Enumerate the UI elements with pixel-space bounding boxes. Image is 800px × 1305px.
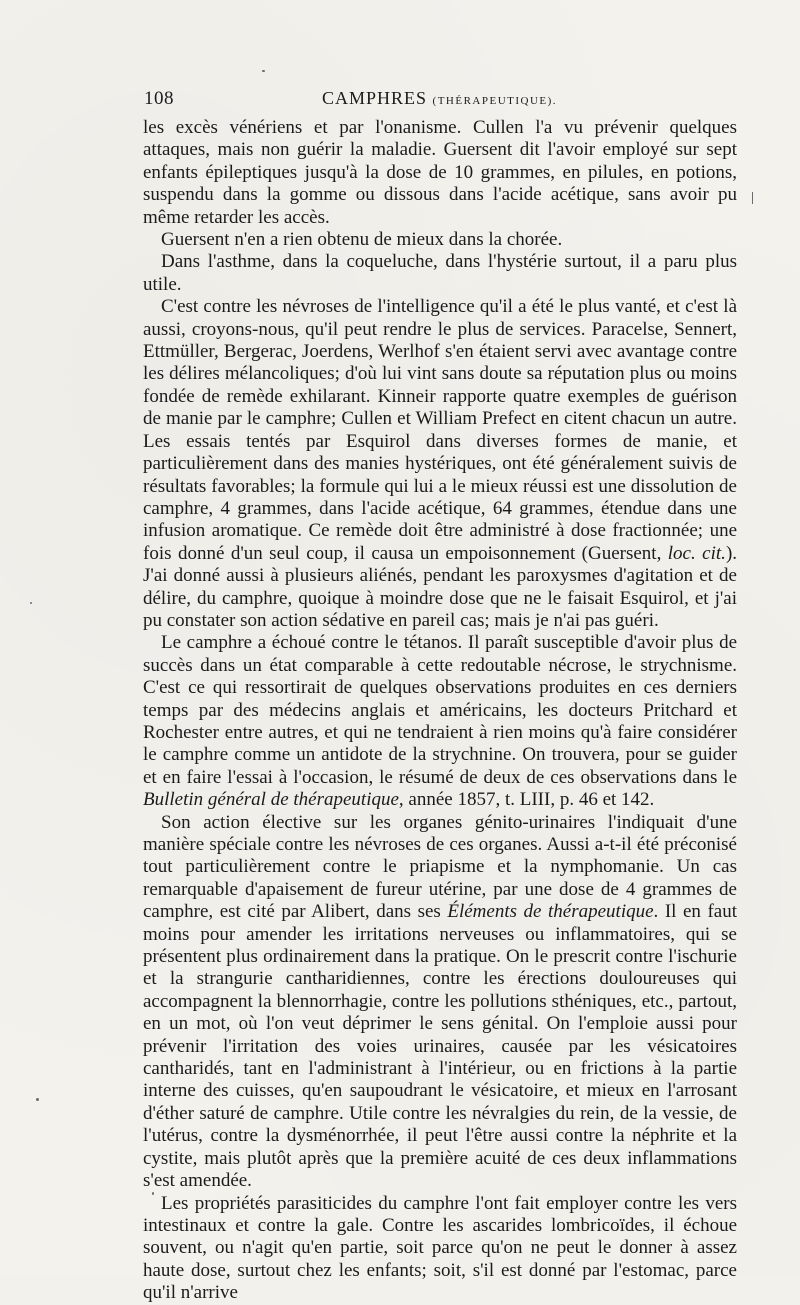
- paragraph-4: [143, 296, 737, 632]
- running-title: [322, 88, 557, 109]
- paragraph-6-end: . Il en faut moins pour amender les irritations nerveuses ou inflammatoires, qui se présentent plus ordinairement dans la pratique. On le prescrit contre l'ischurie et la strangurie cantharidiennes, contre les érections douloureuses qui accompagnent la blennorrhagie, contre les pollutions sthéniques, etc., partout, en un mot, où l'on veut déprimer le sens génital. On l'emploie aussi pour prévenir l'irritation des voies urinaires, causée par les vésicatoires cantharidés, tant en l'administrant à l'intérieur, ou en frictions à la partie interne des cuisses, qu'en saupoudrant le vésicatoire, et mieux en l'arrosant d'éther saturé de camphre. Utile contre les névralgies du rein, de la vessie, de l'utérus, contre la dysménorrhée, il peut l'être aussi contre la néphrite et la cystite, mais plutôt après que la première acuité de ces deux inflammations s'est amendée.: [143, 901, 738, 1192]
- scan-speck: [152, 1192, 154, 1195]
- paragraph-5-text: Le camphre a échoué contre le tétanos. Il paraît susceptible d'avoir plus de succès dans un état comparable à cette redoutable nécrose, le strychnisme. C'est ce qui ressortirait de quelques observations produites en ces derniers temps par des médecins anglais et américains, les docteurs Pritchard et Rochester entre autres, et qui ne tendraient à rien moins qu'à faire considérer le camphre comme un antidote de la strychnine. On trouvera, pour se guider et en faire l'essai à l'occasion, le résumé de deux de ces observations dans le: [143, 632, 737, 788]
- scan-speck: [36, 1098, 39, 1101]
- scan-speck: [752, 192, 753, 204]
- running-title-sub: (THÉRAPEUTIQUE).: [432, 95, 558, 107]
- scan-speck: [262, 70, 265, 72]
- body-text: [143, 117, 737, 1305]
- paragraph-4-italic: loc. cit.: [667, 542, 726, 564]
- paragraph-6: [143, 812, 737, 1193]
- paragraph-6-text: Son action élective sur les organes génito-urinaires l'indiquait d'une manière spéciale contre les névroses de ces organes. Aussi a-t-il été préconisé tout particulièrement contre le priapisme et la nymphomanie. Un cas remarquable d'apaisement de fureur utérine, par une dose de 4 grammes de camphre, est cité par Alibert, dans ses: [143, 811, 737, 923]
- scan-speck: [30, 602, 32, 604]
- running-title-main: CAMPHRES: [322, 88, 428, 108]
- paragraph-6-italic: Éléments de thérapeutique: [447, 901, 654, 923]
- paragraph-4-end: ). J'ai donné aussi à plusieurs aliénés, pendant les paroxysmes d'agitation et de délire, du camphre, quoique à moindre dose que ne le faisait Esquirol, et j'ai pu constater son action sédative en pareil cas; mais je n'ai pas guéri.: [143, 542, 738, 631]
- paragraph-4-text: C'est contre les névroses de l'intelligence qu'il a été le plus vanté, et c'est là aussi, croyons-nous, qu'il peut rendre le plus de services. Paracelse, Sennert, Ettmüller, Bergerac, Joerdens, Werlhof s'en étaient servi avec avantage contre les délires mélancoliques; d'où lui vint sans doute sa réputation plus ou moins fondée de remède exhilarant. Kinneir rapporte quatre exemples de guérison de manie par le camphre; Cullen et William Prefect en citent chacun un autre. Les essais tentés par Esquirol dans diverses formes de manie, et particulièrement dans des manies hystériques, ont été généralement suivis de résultats favorables; la formule qui lui a le mieux réussi est une dissolution de camphre, 4 grammes, dans l'acide acétique, 64 grammes, étendue dans une infusion aromatique. Ce remède doit être administré à dose fractionnée; une fois donné d'un seul coup, il causa un empoisonnement (Guersent,: [143, 296, 737, 564]
- page-header: [144, 88, 744, 114]
- paragraph-5-end: , année 1857, t. LIII, p. 46 et 142.: [398, 789, 655, 811]
- paragraph-5-italic: Bulletin général de thérapeutique: [143, 789, 399, 811]
- page-number: 108: [144, 88, 174, 109]
- paragraph-7: Les propriétés parasiticides du camphre l'ont fait employer contre les vers intestinaux et contre la gale. Contre les ascarides lombricoïdes, il échoue souvent, ou n'agit qu'en partie, soit parce qu'on ne peut le donner à assez haute dose, surtout chez les enfants; soit, s'il est donné par l'estomac, parce qu'il n'arrive: [143, 1192, 737, 1304]
- paragraph-5: [143, 632, 737, 811]
- paragraph-2: Guersent n'en a rien obtenu de mieux dans la chorée.: [161, 229, 563, 251]
- paragraph-1: les excès vénériens et par l'onanisme. Cullen l'a vu prévenir quelques attaques, mais non guérir la maladie. Guersent dit l'avoir employé sur sept enfants épileptiques jusqu'à la dose de 10 grammes, en pilules, en potions, suspendu dans la gomme ou dissous dans l'acide acétique, sans avoir pu même retarder les accès.: [143, 117, 737, 228]
- paragraph-3: Dans l'asthme, dans la coqueluche, dans l'hystérie surtout, il a paru plus utile.: [143, 251, 737, 295]
